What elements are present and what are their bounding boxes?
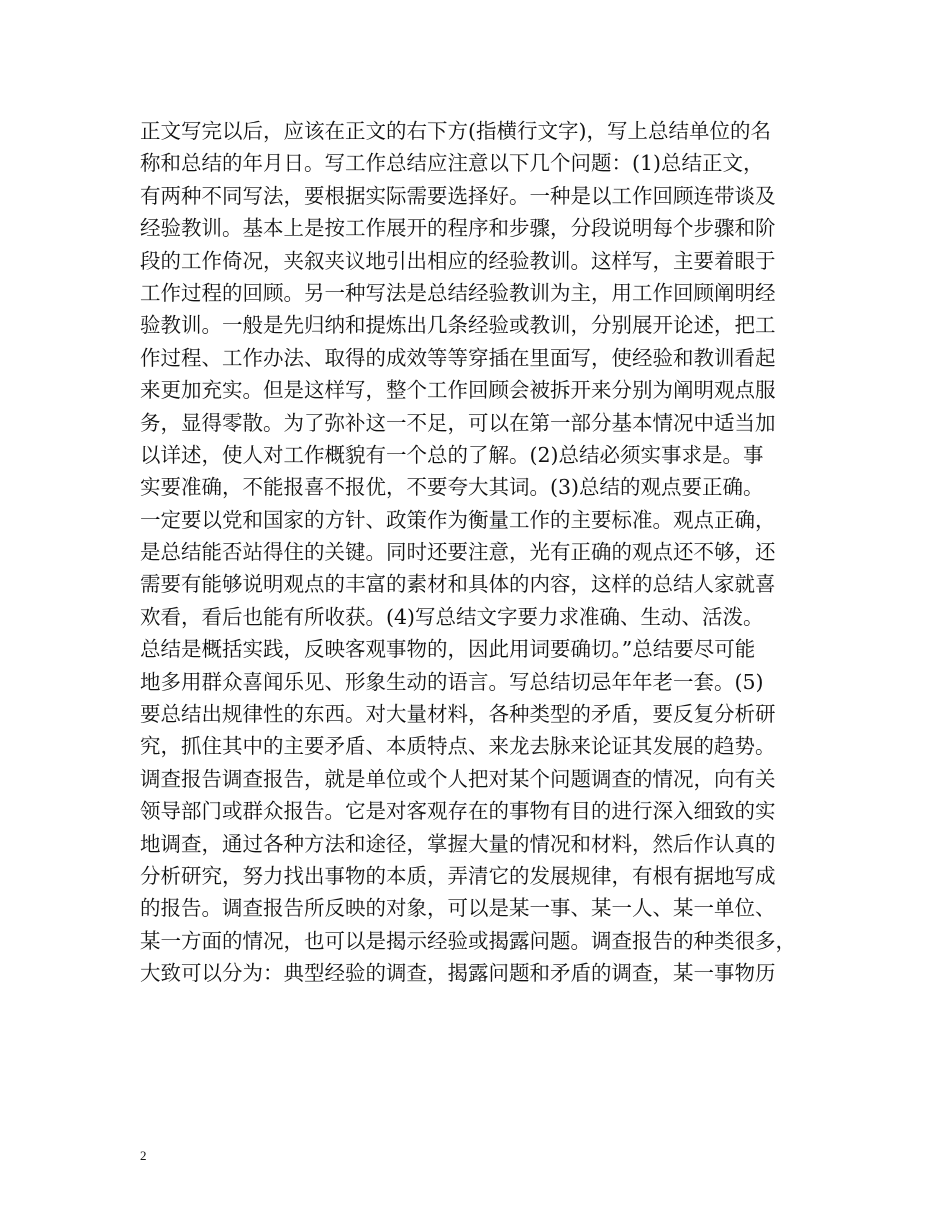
text-line: 以详述，使人对工作概貌有一个总的了解。(2)总结必须实事求是。事 xyxy=(140,442,764,467)
text-line: 要总结出规律性的东西。对大量材料，各种类型的矛盾，要反复分析研 xyxy=(140,702,776,727)
text-line: 领导部门或群众报告。它是对客观存在的事物有目的进行深入细致的实 xyxy=(140,799,776,824)
text-line: 实要准确，不能报喜不报优，不要夸大其词。(3)总结的观点要正确。 xyxy=(140,475,764,500)
text-line: 正文写完以后，应该在正文的右下方(指横行文字)，写上总结单位的名 xyxy=(140,119,771,143)
text-line: 段的工作倚况，夹叙夹议地引出相应的经验教训。这样写，主要着眼于 xyxy=(140,248,776,273)
text-line: 务，显得零散。为了弥补这一不足，可以在第一部分基本情况中适当加 xyxy=(140,410,776,435)
text-line: 称和总结的年月日。写工作总结应注意以下几个问题：(1)总结正文， xyxy=(140,151,764,176)
text-line: 有两种不同写法，要根据实际需要选择好。一种是以工作回顾连带谈及 xyxy=(140,183,776,208)
text-line: 验教训。一般是先归纳和提炼出几条经验或教训，分别展开论述，把工 xyxy=(140,313,776,338)
text-line: 一定要以党和国家的方针、政策作为衡量工作的主要标准。观点正确， xyxy=(140,507,776,532)
text-line: 总结是概括实践，反映客观事物的，因此用词要确切。”总结要尽可能 xyxy=(140,637,756,662)
text-line: 是总结能否站得住的关键。同时还要注意，光有正确的观点还不够，还 xyxy=(140,540,776,565)
text-line: 的报告。调查报告所反映的对象，可以是某一事、某一人、某一单位、 xyxy=(140,896,776,921)
text-line: 调查报告调查报告，就是单位或个人把对某个问题调查的情况，向有关 xyxy=(140,766,776,791)
text-line: 大致可以分为：典型经验的调查，揭露问题和矛盾的调查，某一事物历 xyxy=(140,961,776,986)
page-number: 2 xyxy=(140,1148,147,1163)
text-line: 究，抓住其中的主要矛盾、本质特点、来龙去脉来论证其发展的趋势。 xyxy=(140,734,776,759)
text-line: 分析研究，努力找出事物的本质，弄清它的发展规律，有根有据地写成 xyxy=(140,863,776,888)
text-line: 地多用群众喜闻乐见、形象生动的语言。写总结切忌年年老一套。(5) xyxy=(140,669,764,694)
text-line: 欢看，看后也能有所收获。(4)写总结文字要力求准确、生动、活泼。 xyxy=(140,604,764,629)
text-line: 来更加充实。但是这样写，整个工作回顾会被拆开来分别为阐明观点服 xyxy=(140,378,776,403)
document-body xyxy=(140,115,830,990)
text-line: 某一方面的情况，也可以是揭示经验或揭露问题。调查报告的种类很多， xyxy=(140,928,796,953)
text-line: 工作过程的回顾。另一种写法是总结经验教训为主，用工作回顾阐明经 xyxy=(140,280,776,305)
text-line: 需要有能够说明观点的丰富的素材和具体的内容，这样的总结人家就喜 xyxy=(140,572,776,597)
text-line: 经验教训。基本上是按工作展开的程序和步骤，分段说明每个步骤和阶 xyxy=(140,216,776,241)
text-line: 作过程、工作办法、取得的成效等等穿插在里面写，使经验和教训看起 xyxy=(140,345,776,370)
text-line: 地调查，通过各种方法和途径，掌握大量的情况和材料，然后作认真的 xyxy=(140,831,776,856)
